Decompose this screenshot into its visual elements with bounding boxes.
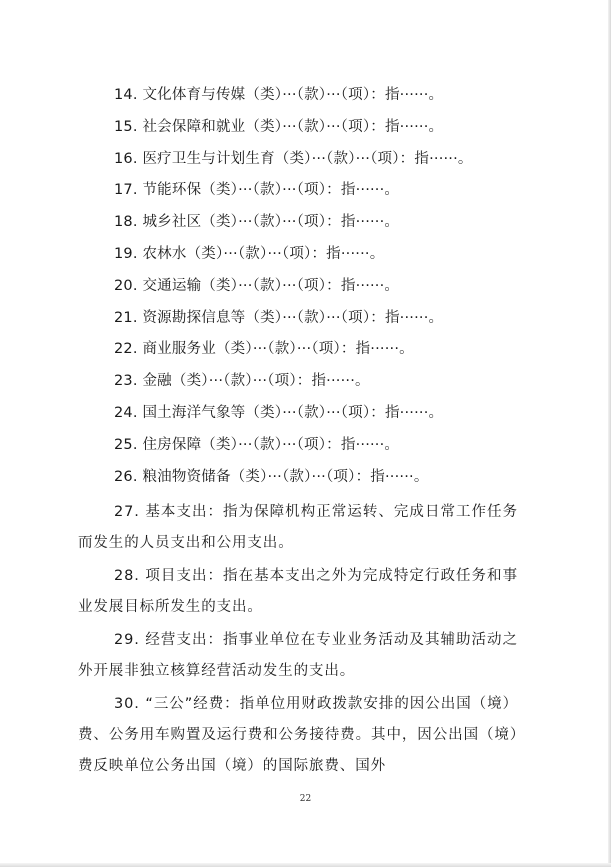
scan-edge-bottom bbox=[0, 863, 611, 867]
paragraph-three-public-expenses: 30. “三公”经费：指单位用财政拨款安排的因公出国（境）费、公务用车购置及运行费和公务接待费。其中，因公出国（境）费反映单位公务出国（境）的国际旅费、国外 bbox=[78, 696, 518, 774]
list-item: 18. 城乡社区（类）···（款）···（项）：指······。 bbox=[114, 214, 400, 231]
list-item: 17. 节能环保（类）···（款）···（项）：指······。 bbox=[114, 182, 400, 199]
list-item: 19. 农林水（类）···（款）···（项）：指······。 bbox=[114, 245, 385, 262]
paragraph-operating-expenditure: 29. 经营支出：指事业单位在专业业务活动及其辅助活动之外开展非独立核算经营活动发生的支出。 bbox=[78, 632, 518, 679]
list-item: 26. 粮油物资储备（类）···（款）···（项）：指······。 bbox=[114, 468, 429, 485]
list-item: 21. 资源勘探信息等（类）···（款）···（项）：指······。 bbox=[114, 309, 444, 326]
list-item: 14. 文化体育与传媒（类）···（款）···（项）：指······。 bbox=[114, 87, 444, 103]
expenditure-category-list bbox=[114, 80, 554, 493]
list-item: 22. 商业服务业（类）···（款）···（项）：指······。 bbox=[114, 341, 414, 358]
paragraph-basic-expenditure: 27. 基本支出：指为保障机构正常运转、完成日常工作任务而发生的人员支出和公用支出。 bbox=[78, 504, 518, 551]
paragraph-project-expenditure: 28. 项目支出：指在基本支出之外为完成特定行政任务和事业发展目标所发生的支出。 bbox=[78, 568, 518, 615]
page-number: 22 bbox=[299, 794, 312, 804]
list-item: 20. 交通运输（类）···（款）···（项）：指······。 bbox=[114, 277, 400, 294]
list-item: 24. 国土海洋气象等（类）···（款）···（项）：指······。 bbox=[114, 404, 444, 421]
list-item: 15. 社会保障和就业（类）···（款）···（项）：指······。 bbox=[114, 118, 444, 135]
list-item: 16. 医疗卫生与计划生育（类）···（款）···（项）：指······。 bbox=[114, 150, 473, 167]
list-item: 23. 金融（类）···（款）···（项）：指······。 bbox=[114, 373, 370, 390]
list-item: 25. 住房保障（类）···（款）···（项）：指······。 bbox=[114, 436, 400, 453]
